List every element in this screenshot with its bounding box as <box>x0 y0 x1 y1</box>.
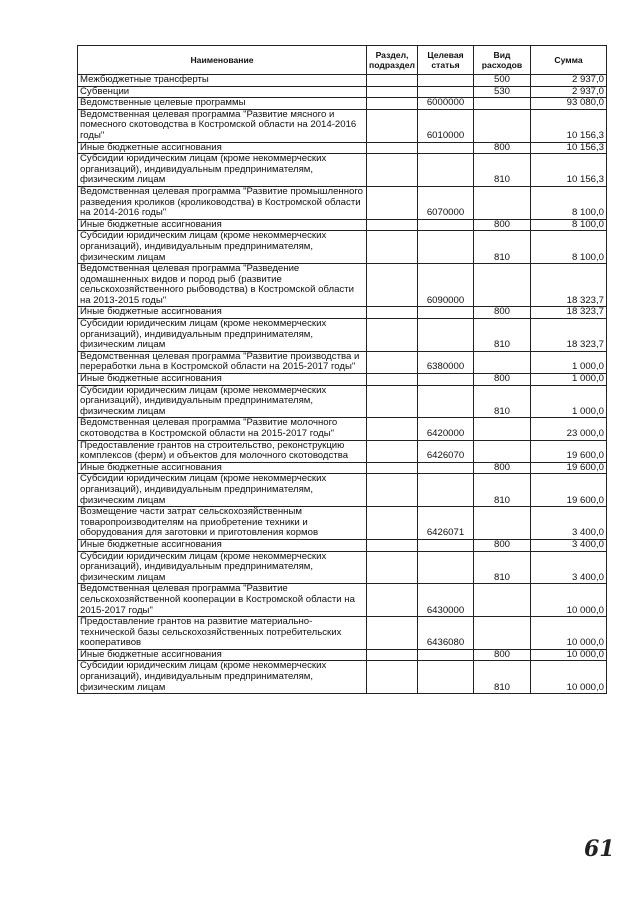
row-amount: 19 600,0 <box>531 474 607 507</box>
row-target <box>418 649 474 661</box>
row-section <box>367 507 418 540</box>
row-name: Субсидии юридическим лицам (кроме некоммерческих организаций), индивидуальным предпринимателям, физическим лицам <box>78 661 367 694</box>
row-target: 6000000 <box>418 98 474 110</box>
row-name: Ведомственная целевая программа "Развитие молочного скотоводства в Костромской области на 2015-2017 годы" <box>78 418 367 440</box>
row-target <box>418 319 474 352</box>
row-amount: 2 937,0 <box>531 86 607 98</box>
row-target <box>418 219 474 231</box>
row-amount: 10 000,0 <box>531 584 607 617</box>
table-row <box>78 440 607 462</box>
row-target: 6380000 <box>418 351 474 373</box>
row-amount: 1 000,0 <box>531 351 607 373</box>
row-section <box>367 474 418 507</box>
row-amount: 8 100,0 <box>531 231 607 264</box>
row-expense: 800 <box>474 142 531 154</box>
table-row <box>78 86 607 98</box>
row-name: Иные бюджетные ассигнования <box>78 219 367 231</box>
row-name: Ведомственные целевые программы <box>78 98 367 110</box>
budget-table <box>77 45 607 694</box>
row-target <box>418 142 474 154</box>
row-target <box>418 385 474 418</box>
row-name: Иные бюджетные ассигнования <box>78 462 367 474</box>
row-section <box>367 385 418 418</box>
row-amount: 8 100,0 <box>531 186 607 219</box>
row-target: 6070000 <box>418 186 474 219</box>
row-expense: 500 <box>474 75 531 87</box>
row-amount: 10 156,3 <box>531 154 607 187</box>
row-section <box>367 551 418 584</box>
table-row <box>78 186 607 219</box>
row-name: Субсидии юридическим лицам (кроме некоммерческих организаций), индивидуальным предпринимателям, физическим лицам <box>78 319 367 352</box>
row-section <box>367 374 418 386</box>
row-amount: 19 600,0 <box>531 440 607 462</box>
row-amount: 2 937,0 <box>531 75 607 87</box>
row-name: Иные бюджетные ассигнования <box>78 374 367 386</box>
table-row <box>78 462 607 474</box>
table-row <box>78 75 607 87</box>
table-row <box>78 351 607 373</box>
table-row <box>78 507 607 540</box>
row-expense: 810 <box>474 319 531 352</box>
row-amount: 3 400,0 <box>531 551 607 584</box>
header-expense: Вид расходов <box>474 46 531 75</box>
table-row <box>78 385 607 418</box>
row-name: Иные бюджетные ассигнования <box>78 539 367 551</box>
row-name: Субсидии юридическим лицам (кроме некоммерческих организаций), индивидуальным предпринимателям, физическим лицам <box>78 154 367 187</box>
row-target <box>418 539 474 551</box>
row-expense <box>474 418 531 440</box>
row-expense <box>474 440 531 462</box>
row-target <box>418 307 474 319</box>
row-section <box>367 186 418 219</box>
row-expense <box>474 264 531 307</box>
row-expense: 810 <box>474 385 531 418</box>
row-name: Ведомственная целевая программа "Развитие мясного и помесного скотоводства в Костромской области на 2014-2016 годы" <box>78 109 367 142</box>
row-target: 6430000 <box>418 584 474 617</box>
row-target <box>418 154 474 187</box>
row-expense: 810 <box>474 551 531 584</box>
row-expense <box>474 351 531 373</box>
row-name: Ведомственная целевая программа "Разведение одомашненных видов и пород рыб (развитие сельскохозяйственного рыбоводства) в Костромской области на 2013-2015 годы" <box>78 264 367 307</box>
table-row <box>78 264 607 307</box>
row-amount: 10 000,0 <box>531 617 607 650</box>
row-target <box>418 75 474 87</box>
row-name: Ведомственная целевая программа "Развитие производства и переработки льна в Костромской области на 2015-2017 годы" <box>78 351 367 373</box>
table-row <box>78 98 607 110</box>
row-name: Субсидии юридическим лицам (кроме некоммерческих организаций), индивидуальным предпринимателям, физическим лицам <box>78 551 367 584</box>
row-name: Субсидии юридическим лицам (кроме некоммерческих организаций), индивидуальным предпринимателям, физическим лицам <box>78 231 367 264</box>
header-target: Целевая статья <box>418 46 474 75</box>
table-row <box>78 649 607 661</box>
row-section <box>367 219 418 231</box>
row-section <box>367 539 418 551</box>
row-section <box>367 319 418 352</box>
row-expense <box>474 617 531 650</box>
row-target <box>418 86 474 98</box>
header-section: Раздел, подраздел <box>367 46 418 75</box>
row-target: 6426071 <box>418 507 474 540</box>
row-expense: 810 <box>474 231 531 264</box>
row-expense: 810 <box>474 154 531 187</box>
row-section <box>367 86 418 98</box>
row-expense <box>474 186 531 219</box>
table-row <box>78 231 607 264</box>
row-expense: 800 <box>474 307 531 319</box>
row-name: Иные бюджетные ассигнования <box>78 649 367 661</box>
row-name: Субвенции <box>78 86 367 98</box>
row-section <box>367 98 418 110</box>
row-amount: 8 100,0 <box>531 219 607 231</box>
row-name: Иные бюджетные ассигнования <box>78 307 367 319</box>
row-target: 6090000 <box>418 264 474 307</box>
row-target <box>418 474 474 507</box>
row-name: Ведомственная целевая программа "Развитие сельскохозяйственной кооперации в Костромской области на 2015-2017 годы" <box>78 584 367 617</box>
row-name: Предоставление грантов на развитие материально-технической базы сельскохозяйственных потребительских кооперативов <box>78 617 367 650</box>
row-section <box>367 142 418 154</box>
table-row <box>78 539 607 551</box>
table-row <box>78 109 607 142</box>
table-row <box>78 551 607 584</box>
row-amount: 3 400,0 <box>531 507 607 540</box>
table-row <box>78 219 607 231</box>
row-amount: 10 156,3 <box>531 109 607 142</box>
row-amount: 10 156,3 <box>531 142 607 154</box>
table-row <box>78 661 607 694</box>
row-expense <box>474 109 531 142</box>
row-section <box>367 617 418 650</box>
row-expense: 800 <box>474 462 531 474</box>
row-amount: 18 323,7 <box>531 264 607 307</box>
row-expense <box>474 507 531 540</box>
table-row <box>78 584 607 617</box>
table-row <box>78 418 607 440</box>
table-row <box>78 142 607 154</box>
row-expense: 810 <box>474 661 531 694</box>
row-amount: 23 000,0 <box>531 418 607 440</box>
row-name: Субсидии юридическим лицам (кроме некоммерческих организаций), индивидуальным предпринимателям, физическим лицам <box>78 474 367 507</box>
row-expense: 800 <box>474 649 531 661</box>
row-target <box>418 462 474 474</box>
row-target <box>418 661 474 694</box>
row-amount: 10 000,0 <box>531 649 607 661</box>
row-name: Иные бюджетные ассигнования <box>78 142 367 154</box>
row-section <box>367 109 418 142</box>
row-section <box>367 584 418 617</box>
row-target: 6420000 <box>418 418 474 440</box>
table-row <box>78 617 607 650</box>
row-name: Ведомственная целевая программа "Развитие промышленного разведения кроликов (кролиководства) в Костромской области на 2014-2016 годы" <box>78 186 367 219</box>
page-number: 61 <box>584 836 615 862</box>
row-expense: 800 <box>474 374 531 386</box>
row-target <box>418 374 474 386</box>
table-header <box>78 46 607 75</box>
table-body <box>78 75 607 694</box>
table-row <box>78 374 607 386</box>
header-name: Наименование <box>78 46 367 75</box>
row-section <box>367 154 418 187</box>
row-name: Возмещение части затрат сельскохозяйственным товаропроизводителям на приобретение техники и оборудования для заготовки и приготовления кормов <box>78 507 367 540</box>
row-expense: 800 <box>474 539 531 551</box>
row-section <box>367 418 418 440</box>
row-amount: 1 000,0 <box>531 374 607 386</box>
row-amount: 1 000,0 <box>531 385 607 418</box>
row-amount: 10 000,0 <box>531 661 607 694</box>
row-amount: 19 600,0 <box>531 462 607 474</box>
row-section <box>367 462 418 474</box>
row-section <box>367 351 418 373</box>
row-expense <box>474 584 531 617</box>
row-target <box>418 231 474 264</box>
row-target: 6436080 <box>418 617 474 650</box>
table-row <box>78 474 607 507</box>
row-name: Предоставление грантов на строительство, реконструкцию комплексов (ферм) и объектов для молочного скотоводства <box>78 440 367 462</box>
row-expense <box>474 98 531 110</box>
row-expense: 530 <box>474 86 531 98</box>
row-name: Субсидии юридическим лицам (кроме некоммерческих организаций), индивидуальным предпринимателям, физическим лицам <box>78 385 367 418</box>
row-target: 6010000 <box>418 109 474 142</box>
row-amount: 18 323,7 <box>531 307 607 319</box>
row-section <box>367 440 418 462</box>
header-amount: Сумма <box>531 46 607 75</box>
row-section <box>367 264 418 307</box>
row-target: 6426070 <box>418 440 474 462</box>
row-target <box>418 551 474 584</box>
row-section <box>367 307 418 319</box>
row-section <box>367 231 418 264</box>
row-amount: 93 080,0 <box>531 98 607 110</box>
table-row <box>78 307 607 319</box>
row-amount: 3 400,0 <box>531 539 607 551</box>
table-row <box>78 154 607 187</box>
row-name: Межбюджетные трансферты <box>78 75 367 87</box>
row-expense: 800 <box>474 219 531 231</box>
table-row <box>78 319 607 352</box>
row-section <box>367 649 418 661</box>
row-section <box>367 661 418 694</box>
row-amount: 18 323,7 <box>531 319 607 352</box>
header-row <box>78 46 607 75</box>
row-section <box>367 75 418 87</box>
row-expense: 810 <box>474 474 531 507</box>
